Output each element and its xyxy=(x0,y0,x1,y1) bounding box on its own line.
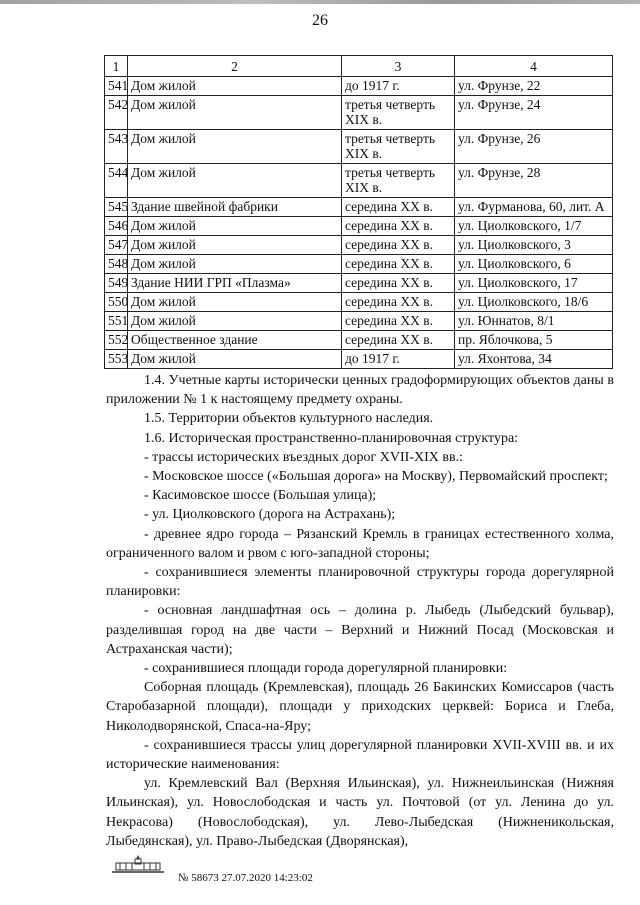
object-name: Дом жилой xyxy=(128,130,342,164)
object-name: Дом жилой xyxy=(128,255,342,274)
table-header-row xyxy=(105,56,613,77)
row-number: 542 xyxy=(105,96,128,130)
header-col-3: 3 xyxy=(342,56,455,77)
table-row xyxy=(105,331,613,350)
object-name: Общественное здание xyxy=(128,331,342,350)
paragraph: - сохранившиеся площади города дорегулярной планировки: xyxy=(144,661,508,677)
document-id: № 58673 27.07.2020 14:23:02 xyxy=(178,872,313,884)
objects-table xyxy=(104,55,613,369)
paragraph: - древнее ядро города – Рязанский Кремль в границах естественного холма, ограниченного валом и рвом с юго-западной стороны; xyxy=(106,526,614,561)
object-date: середина XX в. xyxy=(342,217,455,236)
row-number: 548 xyxy=(105,255,128,274)
emblem-stamp-icon xyxy=(110,853,166,880)
row-number: 552 xyxy=(105,331,128,350)
table-row xyxy=(105,96,613,130)
object-address: ул. Фрунзе, 24 xyxy=(455,96,613,130)
object-name: Дом жилой xyxy=(128,350,342,369)
object-address: ул. Фурманова, 60, лит. А xyxy=(455,198,613,217)
table-row xyxy=(105,217,613,236)
object-name: Дом жилой xyxy=(128,96,342,130)
object-name: Дом жилой xyxy=(128,77,342,96)
table-row xyxy=(105,198,613,217)
paragraph: - основная ландшафтная ось – долина р. Лыбедь (Лыбедский бульвар), разделившая город на две части – Верхний и Нижний Посад (Московская и Астраханская части); xyxy=(106,603,614,657)
object-address: ул. Фрунзе, 26 xyxy=(455,130,613,164)
object-date: середина XX в. xyxy=(342,274,455,293)
body-text xyxy=(106,371,614,851)
row-number: 547 xyxy=(105,236,128,255)
scan-edge xyxy=(0,0,640,4)
paragraph: 1.5. Территории объектов культурного наследия. xyxy=(144,411,434,427)
object-date: третья четверть XIX в. xyxy=(342,164,455,198)
row-number: 543 xyxy=(105,130,128,164)
object-address: ул. Циолковского, 17 xyxy=(455,274,613,293)
object-name: Дом жилой xyxy=(128,164,342,198)
object-name: Дом жилой xyxy=(128,217,342,236)
object-address: ул. Циолковского, 3 xyxy=(455,236,613,255)
paragraph: 1.4. Учетные карты исторически ценных градоформирующих объектов даны в приложении № 1 к настоящему предмету охраны. xyxy=(106,373,614,408)
paragraph: - Касимовское шоссе (Большая улица); xyxy=(144,488,377,504)
header-col-2: 2 xyxy=(128,56,342,77)
object-name: Дом жилой xyxy=(128,312,342,331)
object-date: середина XX в. xyxy=(342,293,455,312)
paragraph: - ул. Циолковского (дорога на Астрахань); xyxy=(144,507,396,523)
object-date: до 1917 г. xyxy=(342,350,455,369)
object-date: середина XX в. xyxy=(342,255,455,274)
object-date: третья четверть XIX в. xyxy=(342,96,455,130)
object-address: ул. Фрунзе, 22 xyxy=(455,77,613,96)
row-number: 550 xyxy=(105,293,128,312)
paragraph: - сохранившиеся трассы улиц дорегулярной планировки XVII-XVIII вв. и их исторические наименования: xyxy=(106,737,614,773)
header-col-1: 1 xyxy=(105,56,128,77)
row-number: 553 xyxy=(105,350,128,369)
paragraph: ул. Кремлевский Вал (Верхняя Ильинская), ул. Нижнеильинская (Нижняя Ильинская), ул. Новослободская и часть ул. Почтовой (от ул. Ленина до ул. Некрасова) (Новослободская), ул. Лево-Лыбедская (Нижненикольская, Лыбедянская), ул. Право-Лыбедская (Дворянская), xyxy=(106,776,614,849)
row-number: 545 xyxy=(105,198,128,217)
object-date: середина XX в. xyxy=(342,198,455,217)
object-address: ул. Циолковского, 18/6 xyxy=(455,293,613,312)
object-address: ул. Юннатов, 8/1 xyxy=(455,312,613,331)
table-row xyxy=(105,164,613,198)
page-number: 26 xyxy=(312,12,328,29)
object-date: третья четверть XIX в. xyxy=(342,130,455,164)
object-address: ул. Циолковского, 1/7 xyxy=(455,217,613,236)
paragraph: 1.6. Историческая пространственно-планировочная структура: xyxy=(144,430,519,446)
object-address: ул. Циолковского, 6 xyxy=(455,255,613,274)
table-row xyxy=(105,255,613,274)
table-row xyxy=(105,293,613,312)
paragraph: - Московское шоссе («Большая дорога» на Москву), Первомайский проспект; xyxy=(144,469,608,485)
table-row xyxy=(105,274,613,293)
paragraph: - трассы исторических въездных дорог XVII-XIX вв.: xyxy=(144,449,463,465)
object-address: ул. Яхонтова, 34 xyxy=(455,350,613,369)
row-number: 544 xyxy=(105,164,128,198)
header-col-4: 4 xyxy=(455,56,613,77)
table-row xyxy=(105,130,613,164)
object-date: середина XX в. xyxy=(342,331,455,350)
object-address: пр. Яблочкова, 5 xyxy=(455,331,613,350)
object-name: Здание НИИ ГРП «Плазма» xyxy=(128,274,342,293)
table-row xyxy=(105,236,613,255)
paragraph: - сохранившиеся элементы планировочной структуры города дорегулярной планировки: xyxy=(106,565,614,600)
object-name: Здание швейной фабрики xyxy=(128,198,342,217)
object-name: Дом жилой xyxy=(128,236,342,255)
object-date: до 1917 г. xyxy=(342,77,455,96)
object-name: Дом жилой xyxy=(128,293,342,312)
table-row xyxy=(105,350,613,369)
object-address: ул. Фрунзе, 28 xyxy=(455,164,613,198)
row-number: 551 xyxy=(105,312,128,331)
table-row xyxy=(105,312,613,331)
row-number: 549 xyxy=(105,274,128,293)
object-date: середина XX в. xyxy=(342,236,455,255)
row-number: 541 xyxy=(105,77,128,96)
row-number: 546 xyxy=(105,217,128,236)
paragraph: Соборная площадь (Кремлевская), площадь 26 Бакинских Комиссаров (часть Старобазарной площади), площади у приходских церквей: Бориса и Глеба, Николодворянской, Спаса-на-Яру; xyxy=(106,680,614,734)
object-date: середина XX в. xyxy=(342,312,455,331)
table-row xyxy=(105,77,613,96)
